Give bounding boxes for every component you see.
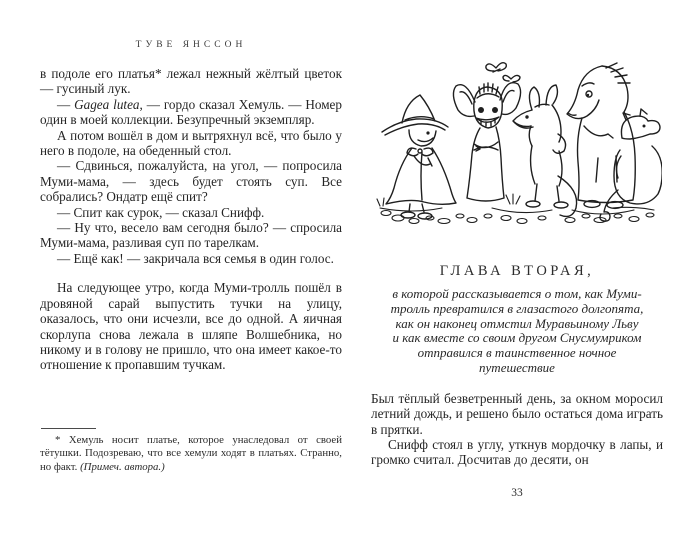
footnote-text (40, 434, 342, 474)
sniff-figure-icon (513, 85, 577, 216)
footnote-attribution: (Примеч. автора.) (80, 460, 165, 473)
moomintroll-figure-icon (600, 109, 662, 221)
paragraph-mama-quote-2: — Ну что, весело вам сегодня было? — спросила Муми-мама, разливая суп по тарелкам. (40, 220, 342, 251)
chapter-subtitle-line: как он наконец отмстил Муравьиному Льву (395, 315, 639, 331)
paragraph-chapter-opening: Был тёплый безветренный день, за окном моросил летний дождь, и решено было остаться дома играть в прятки. (371, 390, 663, 437)
paragraph-continuation: в подоле его платья* лежал нежный жёлтый цветок — гусиный лук. (40, 66, 342, 97)
paragraph-next-morning: На следующее утро, когда Муми-тролль пошёл в дровяной сарай выпустить тучки на улицу, оказалось, что они исчезли, все до одной. А яичная скорлупа снова лежала в шляпе Волшебника, но никому и в голову не пришло, что она имеет какое-то отношение к пропавшим тучкам. (40, 280, 342, 373)
paragraph-sniff-quote: — Спит как сурок, — сказал Снифф. (57, 204, 265, 220)
paragraph-hemul-quote (40, 97, 342, 128)
butterflies-icon (486, 63, 520, 82)
chapter-subtitle-line: в которой рассказывается о том, как Муми- (392, 286, 642, 301)
footnote-separator (41, 428, 96, 429)
latin-species-name: Gagea lutea (74, 96, 140, 112)
snufkin-figure-icon (382, 95, 456, 219)
footnote-main: * Хемуль носит платье, которое унаследовал от своей тётушки. Подозреваю, что все хемули ходят в платьях. Странно, но факт. (40, 434, 342, 473)
paragraph-hemul-quote-rest: , — гордо сказал Хемуль. — Номер один в моей коллекции. Безупречный экземпляр. (40, 96, 342, 128)
paragraph-narration-1: А потом вошёл в дом и вытряхнул всё, что было у него в подоле, на обеденный стол. (40, 127, 342, 159)
paragraph-family-quote: — Ещё как! — закричала вся семья в один голос. (57, 250, 334, 266)
chapter-subtitle-line: и как вместе со своим другом Снусмумриком (392, 330, 642, 346)
chapter-subtitle-line: отправился в таинственное ночное (417, 345, 617, 361)
moomin-characters-illustration (372, 58, 662, 230)
dialog-dash: — (57, 96, 75, 112)
right-page-body (371, 391, 663, 468)
right-page (371, 58, 663, 468)
left-page-body (40, 66, 342, 373)
chapter-subtitle (371, 287, 663, 376)
paragraph-mama-quote-1: — Сдвинься, пожалуйста, на угол, — попросила Муми-мама, — здесь будет стоять суп. Все собрались? Ондатр ещё спит? (40, 158, 342, 205)
running-header: ТУВЕ ЯНССОН (135, 40, 247, 50)
page-number: 33 (511, 487, 523, 499)
paragraph-sniff-counting: Снифф стоял в углу, уткнув мордочку в лапы, и громко считал. Досчитав до десяти, он (371, 437, 663, 468)
chapter-subtitle-line: тролль превратился в глазастого долгопята, (390, 300, 644, 316)
footnote-block (40, 428, 342, 474)
chapter-title: ГЛАВА ВТОРАЯ, (439, 263, 595, 279)
hemulen-figure-icon (567, 63, 635, 208)
left-page (40, 40, 342, 373)
big-eared-troll-figure-icon (453, 83, 520, 201)
chapter-subtitle-line: путешествие (479, 359, 555, 375)
